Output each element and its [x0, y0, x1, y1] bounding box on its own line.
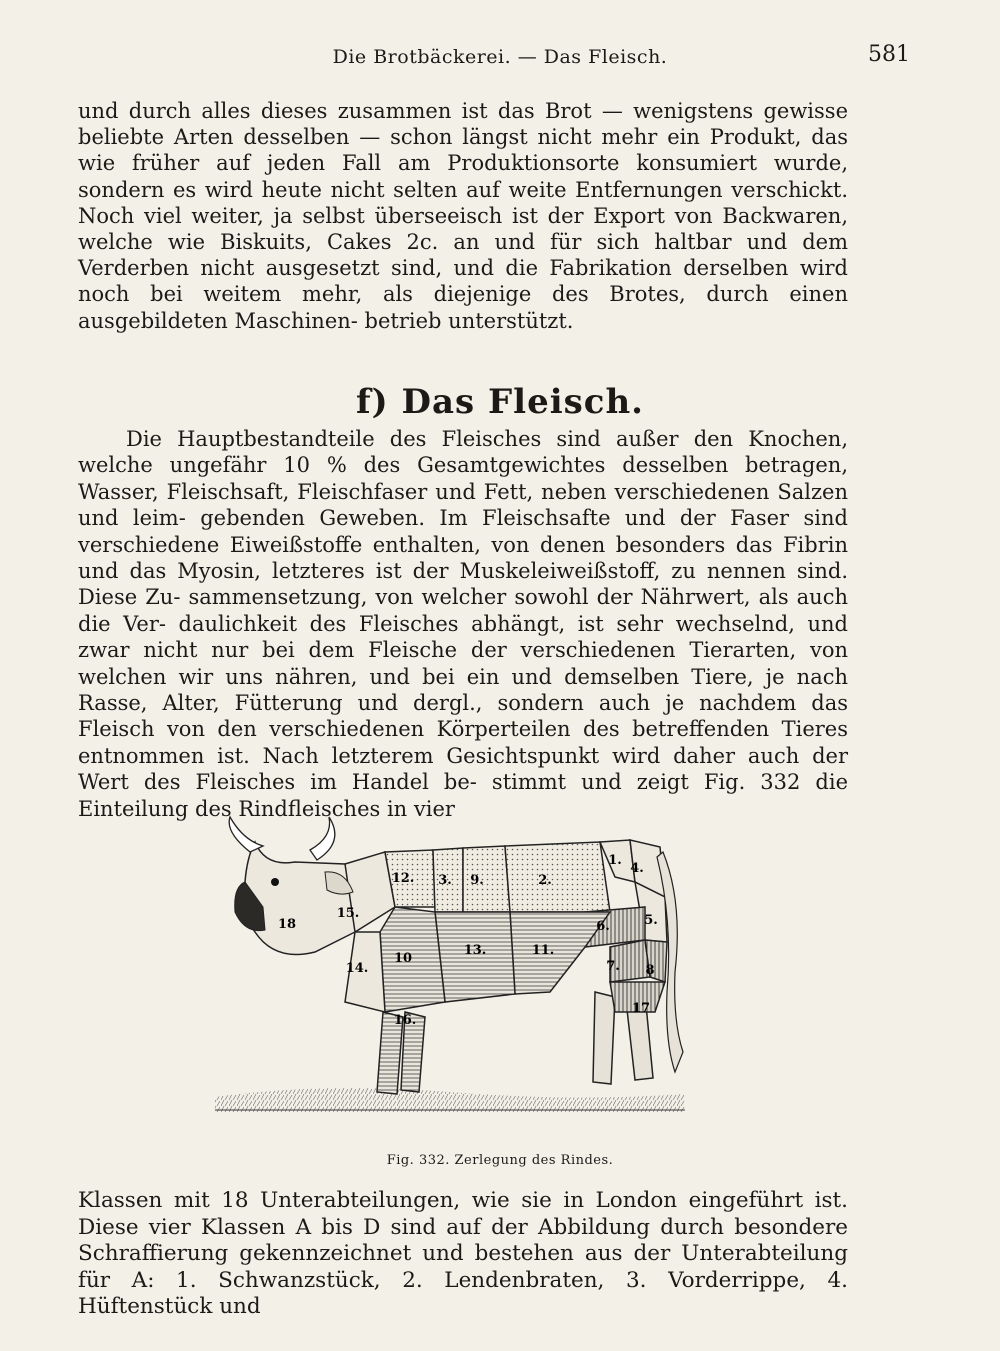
- paragraph-meat-composition: Die Hauptbestandteile des Fleisches sind außer den Knochen, welche ungefähr 10 % des Gesamtgewichtes desselben betragen, Wasser, Fleischsaft, Fleischfaser und Fett, neben verschiedenen Salzen und leim- gebenden Geweben. Im Fleischsafte und der Faser sind verschiedene Eiweißstoffe enthalten, von denen besonders das Fibrin und das Myosin, letzteres ist der Muskeleiweißstoff, zu nennen sind. Diese Zu- sammensetzung, von welcher sowohl der Nährwert, als auch die Ver- daulichkeit des Fleisches abhängt, ist sehr wechselnd, und zwar nicht nur bei dem Fleische der verschiedenen Tierarten, von welchen wir uns nähren, und bei ein und demselben Tiere, je nach Rasse, Alter, Fütterung und dergl., sondern auch je nachdem das Fleisch von den verschiedenen Körperteilen des betreffenden Tieres entnommen ist. Nach letzterem Gesichtspunkt wird daher auch der Wert des Fleisches im Handel be- stimmt und zeigt Fig. 332 die Einteilung des Rindfleisches in vier: [78, 427, 848, 821]
- cut-label: 16.: [393, 1013, 417, 1028]
- cut-label: 18: [277, 917, 297, 932]
- cut-label: 14.: [345, 961, 369, 976]
- page-number: 581: [868, 42, 910, 67]
- cut-label: 9.: [470, 873, 484, 888]
- figure-caption: Fig. 332. Zerlegung des Rindes.: [386, 1153, 614, 1168]
- cut-label: 3.: [438, 873, 452, 888]
- cut-label: 15.: [336, 906, 360, 921]
- running-head: [70, 42, 930, 72]
- paragraph-bread-export: und durch alles dieses zusammen ist das Brot — wenigstens gewisse beliebte Arten desselben — schon längst nicht mehr ein Produkt, das wie früher auf jeden Fall am Produktionsorte konsumiert wurde, sondern es wird heute nicht selten auf weite Entfernungen verschickt. Noch viel weiter, ja selbst überseeisch ist der Export von Backwaren, welche wie Biskuits, Cakes 2c. an und für sich haltbar und dem Verderben nicht ausgesetzt sind, und die Fabrikation derselben wird noch bei weitem mehr, als diejenige des Brotes, durch einen ausgebildeten Maschinen- betrieb unterstützt.: [78, 99, 848, 333]
- cow-illustration: [205, 812, 695, 1132]
- cut-label: 6.: [596, 919, 610, 934]
- cut-label: 7.: [606, 959, 620, 974]
- cut-label: 5.: [644, 913, 658, 928]
- cut-label: 2.: [538, 873, 552, 888]
- cut-label: 17: [631, 1001, 651, 1016]
- paragraph-classes: Klassen mit 18 Unterabteilungen, wie sie in London eingeführt ist. Diese vier Klassen A bis D sind auf der Abbildung durch besondere Schraffierung gekennzeichnet und bestehen aus der Unterabteilung für A: 1. Schwanzstück, 2. Lendenbraten, 3. Vorderrippe, 4. Hüftenstück und: [78, 1188, 848, 1320]
- cut-label: 11.: [531, 943, 555, 958]
- cut-label: 4.: [630, 861, 644, 876]
- cut-label: 13.: [463, 943, 487, 958]
- running-title: Die Brotbäckerei. — Das Fleisch.: [332, 46, 668, 68]
- cut-label: 10: [393, 951, 413, 966]
- figure-cow-cuts: [205, 812, 695, 1132]
- cut-label: 8: [645, 963, 655, 978]
- cut-label: 1.: [608, 853, 622, 868]
- section-heading: f) Das Fleisch.: [355, 382, 645, 422]
- cut-label: 12.: [391, 871, 415, 886]
